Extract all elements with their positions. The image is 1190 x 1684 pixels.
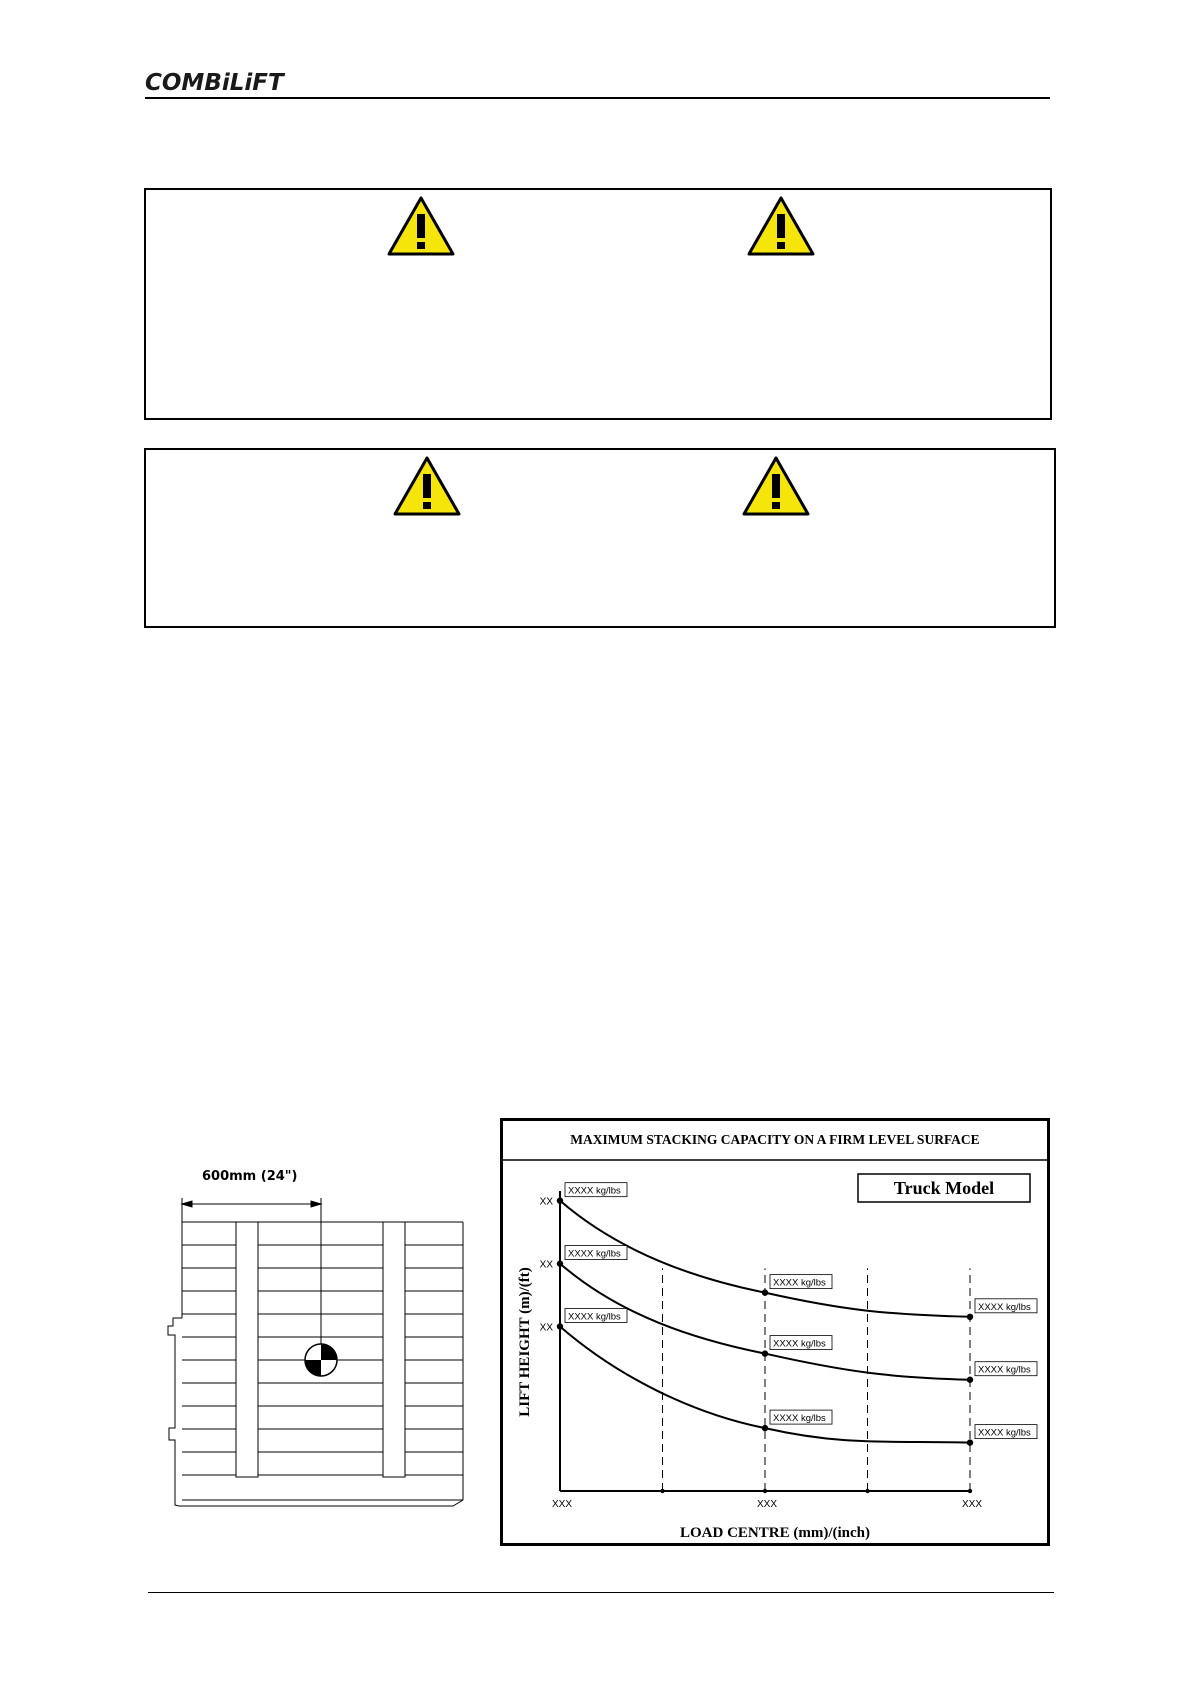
data-point — [762, 1425, 768, 1431]
x-tick-label: XXX — [551, 1499, 573, 1510]
header-divider — [145, 97, 1050, 99]
x-axis-tick — [660, 1489, 664, 1493]
data-label: XXXX kg/lbs — [978, 1301, 1031, 1313]
data-point — [762, 1350, 768, 1356]
x-axis-tick — [763, 1489, 767, 1493]
data-label: XXXX kg/lbs — [568, 1311, 621, 1323]
data-label: XXXX kg/lbs — [773, 1277, 826, 1289]
data-point — [967, 1439, 973, 1445]
x-tick-label: XXX — [961, 1499, 983, 1510]
y-tick-label: XX — [539, 1322, 553, 1334]
x-axis-tick — [865, 1489, 869, 1493]
data-point — [557, 1197, 563, 1203]
x-axis-tick — [968, 1489, 972, 1493]
data-point — [557, 1323, 563, 1329]
pallet-load-centre-drawing — [163, 1160, 473, 1520]
truck-model-label: Truck Model — [893, 1178, 995, 1198]
data-label: XXXX kg/lbs — [978, 1364, 1031, 1376]
y-axis-label: LIFT HEIGHT (m)/(ft) — [517, 1267, 533, 1417]
warning-box — [144, 188, 1052, 420]
warning-box — [144, 448, 1056, 628]
data-point — [967, 1377, 973, 1383]
data-point — [762, 1289, 768, 1295]
x-tick-label: XXX — [756, 1499, 778, 1510]
data-label: XXXX kg/lbs — [568, 1185, 621, 1197]
data-point — [557, 1260, 563, 1266]
footer-divider — [148, 1592, 1054, 1593]
data-label: XXXX kg/lbs — [773, 1338, 826, 1350]
warning-triangle-icon — [386, 195, 456, 257]
data-point — [967, 1314, 973, 1320]
data-label: XXXX kg/lbs — [978, 1427, 1031, 1439]
chart-title: MAXIMUM STACKING CAPACITY ON A FIRM LEVEL SURFACE — [570, 1132, 980, 1147]
combilift-logo: COMBiLiFT — [145, 70, 284, 96]
data-label: XXXX kg/lbs — [568, 1248, 621, 1260]
load-centre-dimension-label: 600mm (24") — [202, 1168, 298, 1184]
y-tick-label: XX — [539, 1196, 553, 1208]
warning-triangle-icon — [746, 195, 816, 257]
data-label: XXXX kg/lbs — [773, 1413, 826, 1425]
x-axis-label: LOAD CENTRE (mm)/(inch) — [680, 1525, 870, 1541]
warning-triangle-icon — [741, 455, 811, 517]
capacity-chart — [500, 1118, 1050, 1546]
warning-triangle-icon — [392, 455, 462, 517]
y-tick-label: XX — [539, 1259, 553, 1271]
